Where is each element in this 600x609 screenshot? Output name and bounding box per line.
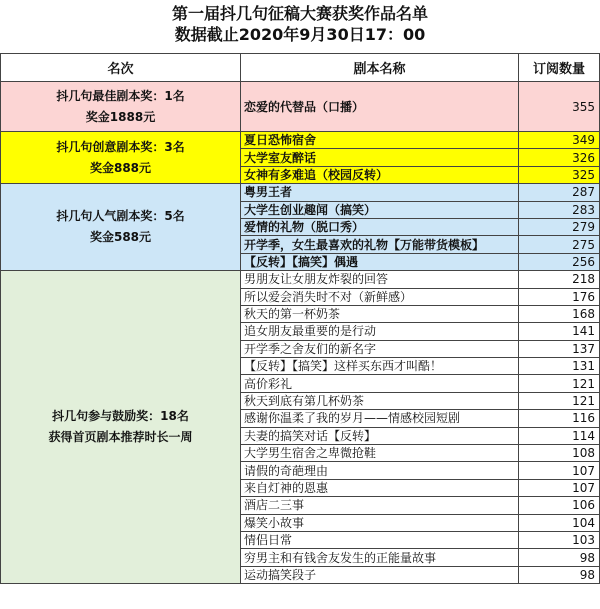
subscription-count-cell: 168 — [519, 305, 600, 322]
subscription-count-cell: 103 — [519, 531, 600, 548]
script-title-cell: 【反转】【搞笑】这样买东西才叫酷！ — [241, 358, 519, 375]
award-category-cell — [1, 271, 241, 584]
subscription-count-cell: 141 — [519, 323, 600, 340]
award-category-cell — [1, 82, 241, 132]
script-title-cell: 追女朋友最重要的是行动 — [241, 323, 519, 340]
award-category-name: 抖几句最佳剧本奖：1名 — [56, 88, 185, 103]
title-block — [0, 0, 600, 52]
script-title-cell: 夏日恐怖宿舍 — [241, 132, 519, 149]
header-subscription-count: 订阅数量 — [519, 54, 600, 82]
script-title-cell: 感谢你温柔了我的岁月——情感校园短剧 — [241, 410, 519, 427]
script-title-cell: 穷男主和有钱舍友发生的正能量故事 — [241, 549, 519, 566]
subscription-count-cell: 279 — [519, 218, 600, 235]
script-title-cell: 大学生创业趣闻（搞笑） — [241, 201, 519, 218]
page-subtitle: 数据截止2020年9月30日17：00 — [174, 25, 426, 44]
table-row — [1, 82, 600, 132]
subscription-count-cell: 98 — [519, 549, 600, 566]
subscription-count-cell: 131 — [519, 358, 600, 375]
subscription-count-cell: 116 — [519, 410, 600, 427]
award-prize: 奖金888元 — [89, 160, 152, 175]
subscription-count-cell: 121 — [519, 375, 600, 392]
awards-table — [0, 53, 600, 584]
subscription-count-cell: 114 — [519, 427, 600, 444]
subscription-count-cell: 107 — [519, 462, 600, 479]
award-category-name: 抖几句参与鼓励奖：18名 — [52, 409, 189, 424]
awards-table-body — [1, 82, 600, 584]
script-title-cell: 爱情的礼物（脱口秀） — [241, 218, 519, 235]
script-title-cell: 秋天的第一杯奶茶 — [241, 305, 519, 322]
award-category-name: 抖几句人气剧本奖：5名 — [56, 209, 185, 224]
table-row — [1, 132, 600, 149]
subscription-count-cell: 325 — [519, 166, 600, 183]
subscription-count-cell: 107 — [519, 479, 600, 496]
award-prize: 获得首页剧本推荐时长一周 — [48, 430, 193, 445]
award-category-cell — [1, 184, 241, 271]
script-title-cell: 请假的奇葩理由 — [241, 462, 519, 479]
script-title-cell: 运动搞笑段子 — [241, 566, 519, 583]
script-title-cell: 恋爱的代替品（口播） — [241, 82, 519, 132]
award-prize: 奖金588元 — [89, 230, 152, 245]
script-title-cell: 情侣日常 — [241, 531, 519, 548]
script-title-cell: 男朋友让女朋友炸裂的回答 — [241, 271, 519, 288]
script-title-cell: 来自灯神的恩惠 — [241, 479, 519, 496]
header-script-name: 剧本名称 — [241, 54, 519, 82]
header-category: 名次 — [1, 54, 241, 82]
script-title-cell: 高价彩礼 — [241, 375, 519, 392]
subscription-count-cell: 218 — [519, 271, 600, 288]
subscription-count-cell: 287 — [519, 184, 600, 201]
subscription-count-cell: 137 — [519, 340, 600, 357]
script-title-cell: 大学室友醉话 — [241, 149, 519, 166]
script-title-cell: 女神有多难追（校园反转） — [241, 166, 519, 183]
award-category-cell — [1, 132, 241, 184]
script-title-cell: 开学季，女生最喜欢的礼物【万能带货模板】 — [241, 236, 519, 253]
script-title-cell: 酒店二三事 — [241, 497, 519, 514]
award-category-name: 抖几句创意剧本奖：3名 — [56, 139, 185, 154]
page-title: 第一届抖几句征稿大赛获奖作品名单 — [171, 4, 428, 23]
subscription-count-cell: 108 — [519, 445, 600, 462]
subscription-count-cell: 355 — [519, 82, 600, 132]
script-title-cell: 夫妻的搞笑对话【反转】 — [241, 427, 519, 444]
table-row — [1, 184, 600, 201]
script-title-cell: 爆笑小故事 — [241, 514, 519, 531]
subscription-count-cell: 256 — [519, 253, 600, 270]
subscription-count-cell: 106 — [519, 497, 600, 514]
subscription-count-cell: 283 — [519, 201, 600, 218]
table-row — [1, 271, 600, 288]
subscription-count-cell: 326 — [519, 149, 600, 166]
script-title-cell: 【反转】【搞笑】偶遇 — [241, 253, 519, 270]
script-title-cell: 秋天到底有第几杯奶茶 — [241, 392, 519, 409]
subscription-count-cell: 121 — [519, 392, 600, 409]
script-title-cell: 大学男生宿舍之卑微抢鞋 — [241, 445, 519, 462]
script-title-cell: 粤男王者 — [241, 184, 519, 201]
subscription-count-cell: 104 — [519, 514, 600, 531]
award-prize: 奖金1888元 — [85, 109, 156, 124]
script-title-cell: 开学季之舍友们的新名字 — [241, 340, 519, 357]
subscription-count-cell: 349 — [519, 132, 600, 149]
header-row — [1, 54, 600, 82]
script-title-cell: 所以爱会消失时不对（新鲜感） — [241, 288, 519, 305]
subscription-count-cell: 176 — [519, 288, 600, 305]
subscription-count-cell: 275 — [519, 236, 600, 253]
subscription-count-cell: 98 — [519, 566, 600, 583]
